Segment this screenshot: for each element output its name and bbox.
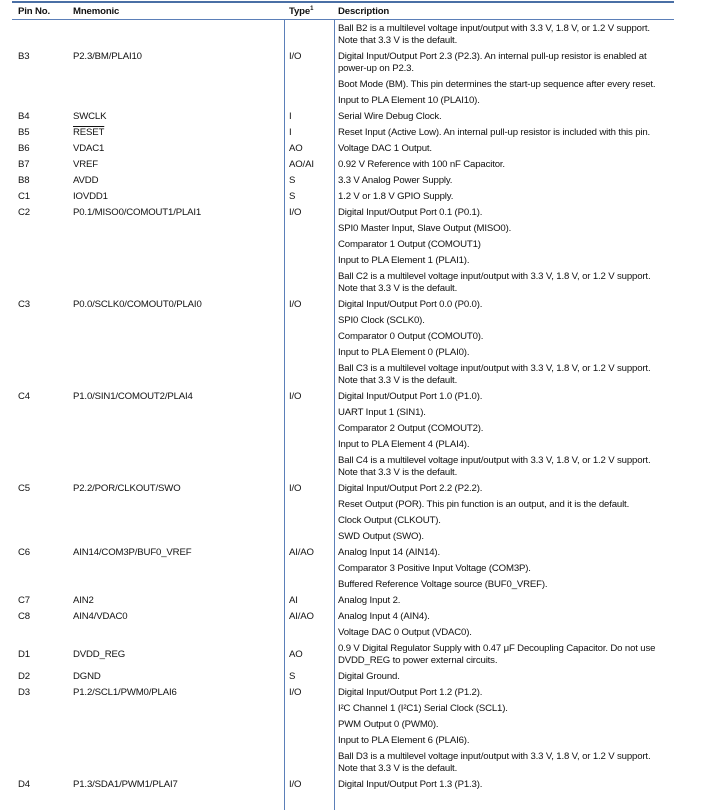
pin-number: D4 [18, 779, 30, 790]
pin-mnemonic: AVDD [73, 175, 99, 186]
pin-type: I/O [289, 391, 302, 402]
description-paragraph: Analog Input 14 (AIN14). [338, 547, 440, 558]
pin-type: I/O [289, 779, 302, 790]
pin-type: AI/AO [289, 611, 314, 622]
description-paragraph: Input to PLA Element 0 (PLAI0). [338, 347, 470, 358]
description-paragraph: Digital Input/Output Port 1.2 (P1.2). [338, 687, 483, 698]
pin-number: C7 [18, 595, 30, 606]
pin-number: D3 [18, 687, 30, 698]
pin-type: S [289, 191, 296, 202]
pin-type: AI [289, 595, 298, 606]
description-paragraph: Input to PLA Element 10 (PLAI10). [338, 95, 480, 106]
pin-mnemonic: RESET [73, 127, 105, 138]
description-paragraph: 3.3 V Analog Power Supply. [338, 175, 453, 186]
pin-number: C3 [18, 299, 30, 310]
description-paragraph: Comparator 3 Positive Input Voltage (COM3P). [338, 563, 531, 574]
description-paragraph: Comparator 0 Output (COMOUT0). [338, 331, 484, 342]
description-paragraph: 1.2 V or 1.8 V GPIO Supply. [338, 191, 454, 202]
pin-mnemonic: P0.1/MISO0/COMOUT1/PLAI1 [73, 207, 202, 218]
pin-number: C8 [18, 611, 30, 622]
pin-mnemonic: AIN14/COM3P/BUF0_VREF [73, 547, 192, 558]
pin-number: B8 [18, 175, 30, 186]
pin-number: B5 [18, 127, 30, 138]
description-paragraph: Clock Output (CLKOUT). [338, 515, 441, 526]
pin-number: C4 [18, 391, 30, 402]
description-paragraph: PWM Output 0 (PWM0). [338, 719, 439, 730]
description-paragraph: 0.9 V Digital Regulator Supply with 0.47 μF Decoupling Capacitor. Do not use DVDD_REG to power external circuits. [338, 643, 656, 666]
header-type: Type$^1$ [289, 6, 314, 17]
description-paragraph: Digital Input/Output Port 0.0 (P0.0). [338, 299, 483, 310]
description-paragraph: Input to PLA Element 1 (PLAI1). [338, 255, 470, 266]
pin-type: I/O [289, 51, 302, 62]
pin-type: I [289, 127, 292, 138]
pin-mnemonic: P2.2/POR/CLKOUT/SWO [73, 483, 181, 494]
pin-type: S [289, 671, 296, 682]
description-paragraph: Voltage DAC 1 Output. [338, 143, 432, 154]
description-paragraph: SPI0 Clock (SCLK0). [338, 315, 425, 326]
pin-type: I/O [289, 687, 302, 698]
description-paragraph: Comparator 1 Output (COMOUT1) [338, 239, 481, 250]
description-paragraph: Digital Input/Output Port 0.1 (P0.1). [338, 207, 483, 218]
pin-mnemonic: AIN4/VDAC0 [73, 611, 128, 622]
pin-type: I/O [289, 207, 302, 218]
pin-number: D2 [18, 671, 30, 682]
description-paragraph: Digital Input/Output Port 1.0 (P1.0). [338, 391, 483, 402]
pin-type: I/O [289, 483, 302, 494]
pin-mnemonic: P1.0/SIN1/COMOUT2/PLAI4 [73, 391, 193, 402]
description-paragraph: Ball B2 is a multilevel voltage input/output with 3.3 V, 1.8 V, or 1.2 V support. Note that 3.3 V is the default. [338, 23, 650, 46]
description-paragraph: I²C Channel 1 (I²C1) Serial Clock (SCL1). [338, 703, 508, 714]
pin-type: I/O [289, 299, 302, 310]
header-type-footnote: 1 [310, 6, 314, 12]
description-paragraph: SPI0 Master Input, Slave Output (MISO0). [338, 223, 512, 234]
header-description: Description [338, 6, 390, 17]
pin-number: D1 [18, 649, 30, 660]
description-paragraph: Ball D3 is a multilevel voltage input/output with 3.3 V, 1.8 V, or 1.2 V support. Note that 3.3 V is the default. [338, 751, 651, 774]
pin-type: AO [289, 143, 303, 154]
column-divider-type [284, 20, 285, 810]
pin-type: AO/AI [289, 159, 314, 170]
pin-number: B4 [18, 111, 30, 122]
pin-mnemonic: AIN2 [73, 595, 94, 606]
description-paragraph: UART Input 1 (SIN1). [338, 407, 426, 418]
pin-number: C1 [18, 191, 30, 202]
header-pin-no: Pin No. [18, 6, 50, 17]
pin-mnemonic: DVDD_REG [73, 649, 126, 660]
pin-mnemonic: VREF [73, 159, 98, 170]
pin-type: I [289, 111, 292, 122]
description-paragraph: SWD Output (SWO). [338, 531, 424, 542]
description-paragraph: Ball C3 is a multilevel voltage input/output with 3.3 V, 1.8 V, or 1.2 V support. Note that 3.3 V is the default. [338, 363, 651, 386]
table-header [0, 0, 701, 20]
header-bottom-rule [12, 19, 674, 20]
pin-number: C5 [18, 483, 30, 494]
description-paragraph: Boot Mode (BM). This pin determines the start-up sequence after every reset. [338, 79, 656, 90]
pin-number: B6 [18, 143, 30, 154]
pin-mnemonic: P0.0/SCLK0/COMOUT0/PLAI0 [73, 299, 202, 310]
header-mnemonic: Mnemonic [73, 6, 120, 17]
pin-mnemonic: P2.3/BM/PLAI10 [73, 51, 142, 62]
description-paragraph: Input to PLA Element 4 (PLAI4). [338, 439, 470, 450]
description-paragraph: Analog Input 2. [338, 595, 401, 606]
pin-type: AI/AO [289, 547, 314, 558]
pin-mnemonic: VDAC1 [73, 143, 105, 154]
description-paragraph: Reset Input (Active Low). An internal pull-up resistor is included with this pin. [338, 127, 651, 138]
description-paragraph: Input to PLA Element 6 (PLAI6). [338, 735, 470, 746]
pin-type: AO [289, 649, 303, 660]
pin-number: C6 [18, 547, 30, 558]
description-paragraph: Voltage DAC 0 Output (VDAC0). [338, 627, 472, 638]
pin-mnemonic: IOVDD1 [73, 191, 108, 202]
column-divider-description [334, 20, 335, 810]
pin-mnemonic: P1.2/SCL1/PWM0/PLAI6 [73, 687, 177, 698]
description-paragraph: Comparator 2 Output (COMOUT2). [338, 423, 484, 434]
header-top-rule [12, 1, 674, 3]
pin-mnemonic: SWCLK [73, 111, 107, 122]
pin-number: B3 [18, 51, 30, 62]
pin-type: S [289, 175, 296, 186]
description-paragraph: Digital Input/Output Port 1.3 (P1.3). [338, 779, 483, 790]
description-paragraph: Ball C2 is a multilevel voltage input/output with 3.3 V, 1.8 V, or 1.2 V support. Note that 3.3 V is the default. [338, 271, 651, 294]
description-paragraph: Serial Wire Debug Clock. [338, 111, 442, 122]
description-paragraph: Ball C4 is a multilevel voltage input/output with 3.3 V, 1.8 V, or 1.2 V support. Note that 3.3 V is the default. [338, 455, 651, 478]
description-paragraph: Buffered Reference Voltage source (BUF0_VREF). [338, 579, 548, 590]
description-paragraph: Analog Input 4 (AIN4). [338, 611, 430, 622]
pin-number: C2 [18, 207, 30, 218]
pin-mnemonic: DGND [73, 671, 101, 682]
pin-number: B7 [18, 159, 30, 170]
description-paragraph: Digital Ground. [338, 671, 400, 682]
description-paragraph: Digital Input/Output Port 2.3 (P2.3). An internal pull-up resistor is enabled at power-up on P2.3. [338, 51, 647, 74]
description-paragraph: Digital Input/Output Port 2.2 (P2.2). [338, 483, 483, 494]
pin-mnemonic: P1.3/SDA1/PWM1/PLAI7 [73, 779, 178, 790]
description-paragraph: 0.92 V Reference with 100 nF Capacitor. [338, 159, 505, 170]
description-paragraph: Reset Output (POR). This pin function is an output, and it is the default. [338, 499, 630, 510]
